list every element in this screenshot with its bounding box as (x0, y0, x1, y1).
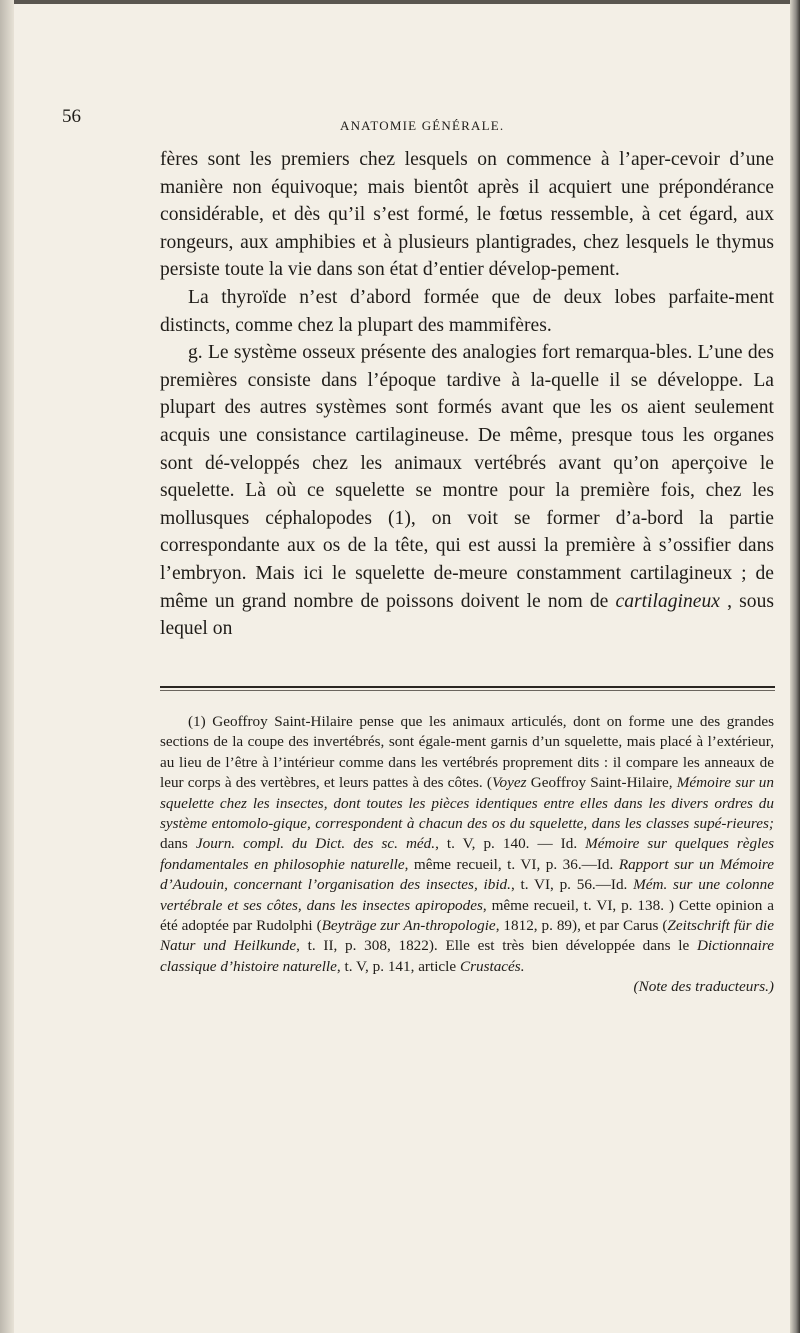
footnote-separator (160, 686, 775, 688)
main-text (160, 146, 774, 643)
paragraph-continuation: fères sont les premiers chez lesquels on commence à l’aper-cevoir d’une manière non équivoque; mais bientôt après il acquiert une prépondérance considérable, et dès qu’il s’est formé, le fœtus ressemble, à cet égard, aux rongeurs, aux amphibies et à plusieurs plantigrades, chez lesquels le thymus persiste toute la vie dans son état d’entier dévelop-pement. (160, 149, 774, 281)
paragraph-thyroid: La thyroïde n’est d’abord formée que de deux lobes parfaite-ment distincts, comme chez la plupart des mammifères. (160, 286, 774, 336)
footnote (160, 712, 774, 998)
running-head: ANATOMIE GÉNÉRALE. (340, 118, 505, 133)
page-right-edge (790, 0, 800, 1333)
page-number: 56 (62, 106, 81, 127)
page-left-edge (0, 0, 14, 1333)
italic-term: cartilagineux (615, 590, 720, 612)
footnote-text: (1) Geoffroy Saint-Hilaire pense que les animaux articulés, dont on forme une des grandes sections de la coupe des invertébrés, sont égale-ment garnis d’un squelette, mais placé à l’extérieur, au lieu de l’être à l’intérieur comme dans les vertébrés proprement dits : il compare les anneaux de leur corps à des vertèbres, et leurs pattes à des côtes. (Voyez Geoffroy Saint-Hilaire, Mémoire sur un squelette chez les insectes, dont toutes les pièces identiques entre elles dans les divers ordres du système entomolo-gique, correspondent à chacun des os du squelette, dans les classes supé-rieures; dans Journ. compl. du Dict. des sc. méd., t. V, p. 140. — Id. Mémoire sur quelques règles fondamentales en philosophie naturelle, même recueil, t. VI, p. 36.—Id. Rapport sur un Mémoire d’Audouin, concernant l’organisation des insectes, ibid., t. VI, p. 56.—Id. Mém. sur une colonne vertébrale et ses côtes, dans les insectes apiropodes, même recueil, t. VI, p. 138. ) Cette opinion a été adoptée par Rudolphi (Beyträge zur An-thropologie, 1812, p. 89), et par Carus (Zeitschrift für die Natur und Heilkunde, t. II, p. 308, 1822). Elle est très bien développée dans le Dictionnaire classique d’histoire naturelle, t. V, p. 141, article Crustacés. (160, 713, 775, 975)
page-top-edge (0, 0, 800, 4)
footnote-credit: (Note des traducteurs.) (633, 978, 774, 996)
footnote-separator-thin (160, 690, 775, 691)
paragraph-skeleton: g. Le système osseux présente des analogies fort remarqua-bles. L’une des premières consiste dans l’époque tardive à la-quelle il se développe. La plupart des autres systèmes sont formés avant que les os aient seulement acquis une consistance cartilagineuse. De même, presque tous les organes sont dé-veloppés chez les animaux vertébrés avant qu’on aperçoive le squelette. Là où ce squelette se montre pour la première fois, chez les mollusques céphalopodes (1), on voit se former d’a-bord la partie correspondante aux os de la tête, qui est aussi la première à s’ossifier dans l’embryon. Mais ici le squelette de-meure constamment cartilagineux ; de même un grand nombre de poissons doivent le nom de cartilagineux , sous lequel on (160, 342, 774, 640)
